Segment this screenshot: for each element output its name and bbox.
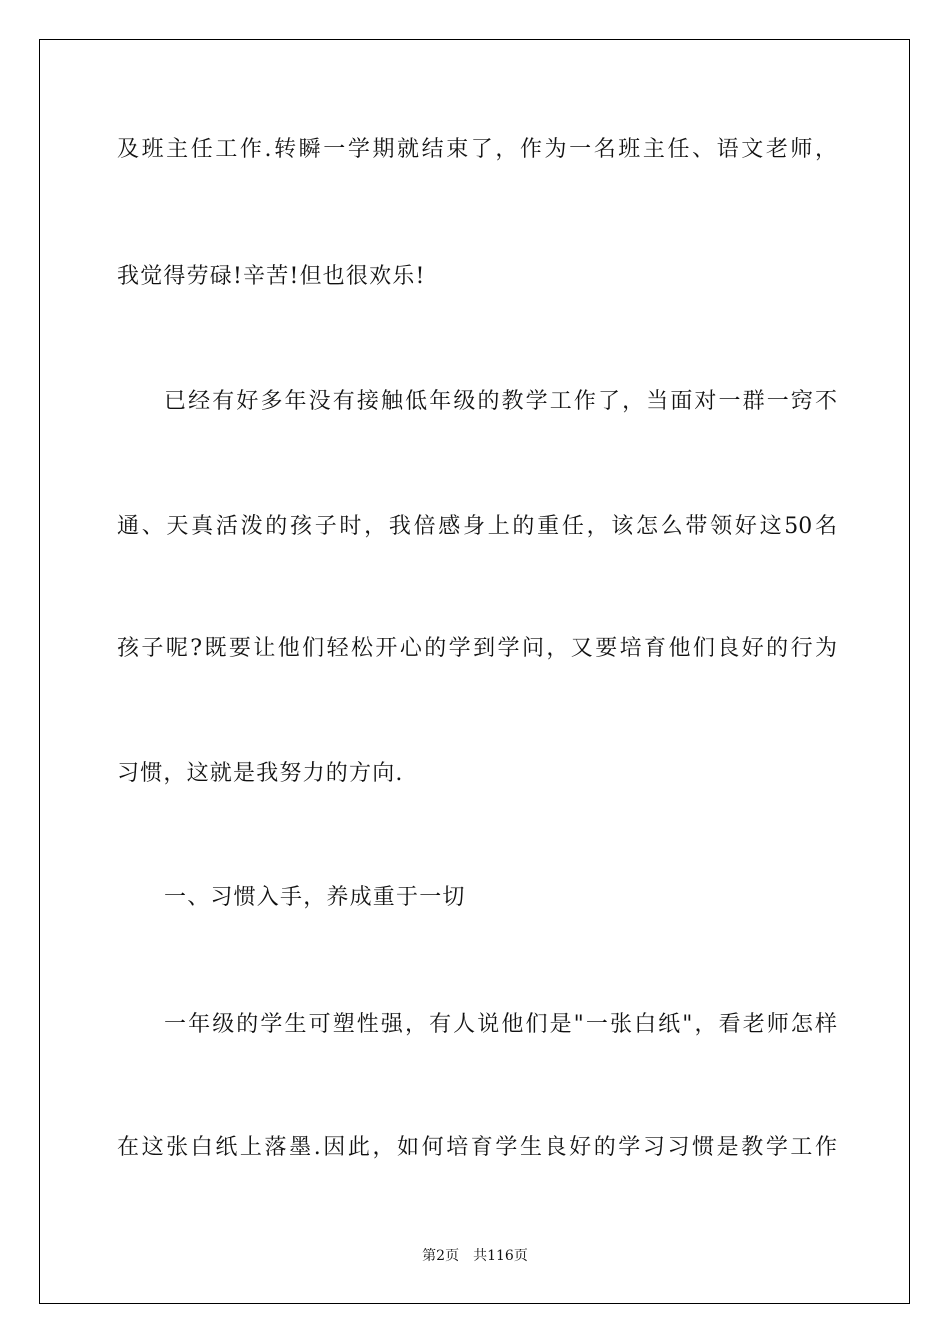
text-line-4: 通、天真活泼的孩子时，我倍感身上的重任，该怎么带领好这50名 — [117, 514, 837, 539]
section-heading: 一、习惯入手，养成重于一切 — [164, 885, 466, 910]
text-line-9: 在这张白纸上落墨.因此，如何培育学生良好的学习习惯是教学工作 — [117, 1135, 837, 1160]
text-line-5: 孩子呢?既要让他们轻松开心的学到学问，又要培育他们良好的行为 — [117, 636, 837, 661]
text-line-6: 习惯，这就是我努力的方向. — [117, 761, 404, 786]
text-line-1: 及班主任工作.转瞬一学期就结束了，作为一名班主任、语文老师， — [117, 137, 837, 162]
text-line-2: 我觉得劳碌!辛苦!但也很欢乐! — [117, 264, 426, 289]
total-pages: 共116页 — [473, 1248, 528, 1264]
text-line-8: 一年级的学生可塑性强，有人说他们是"一张白纸"，看老师怎样 — [164, 1012, 837, 1037]
page-number: 第2页 — [422, 1248, 460, 1264]
page-frame — [39, 39, 910, 1304]
text-line-3: 已经有好多年没有接触低年级的教学工作了，当面对一群一窍不 — [164, 389, 837, 414]
page-footer — [0, 1247, 950, 1265]
